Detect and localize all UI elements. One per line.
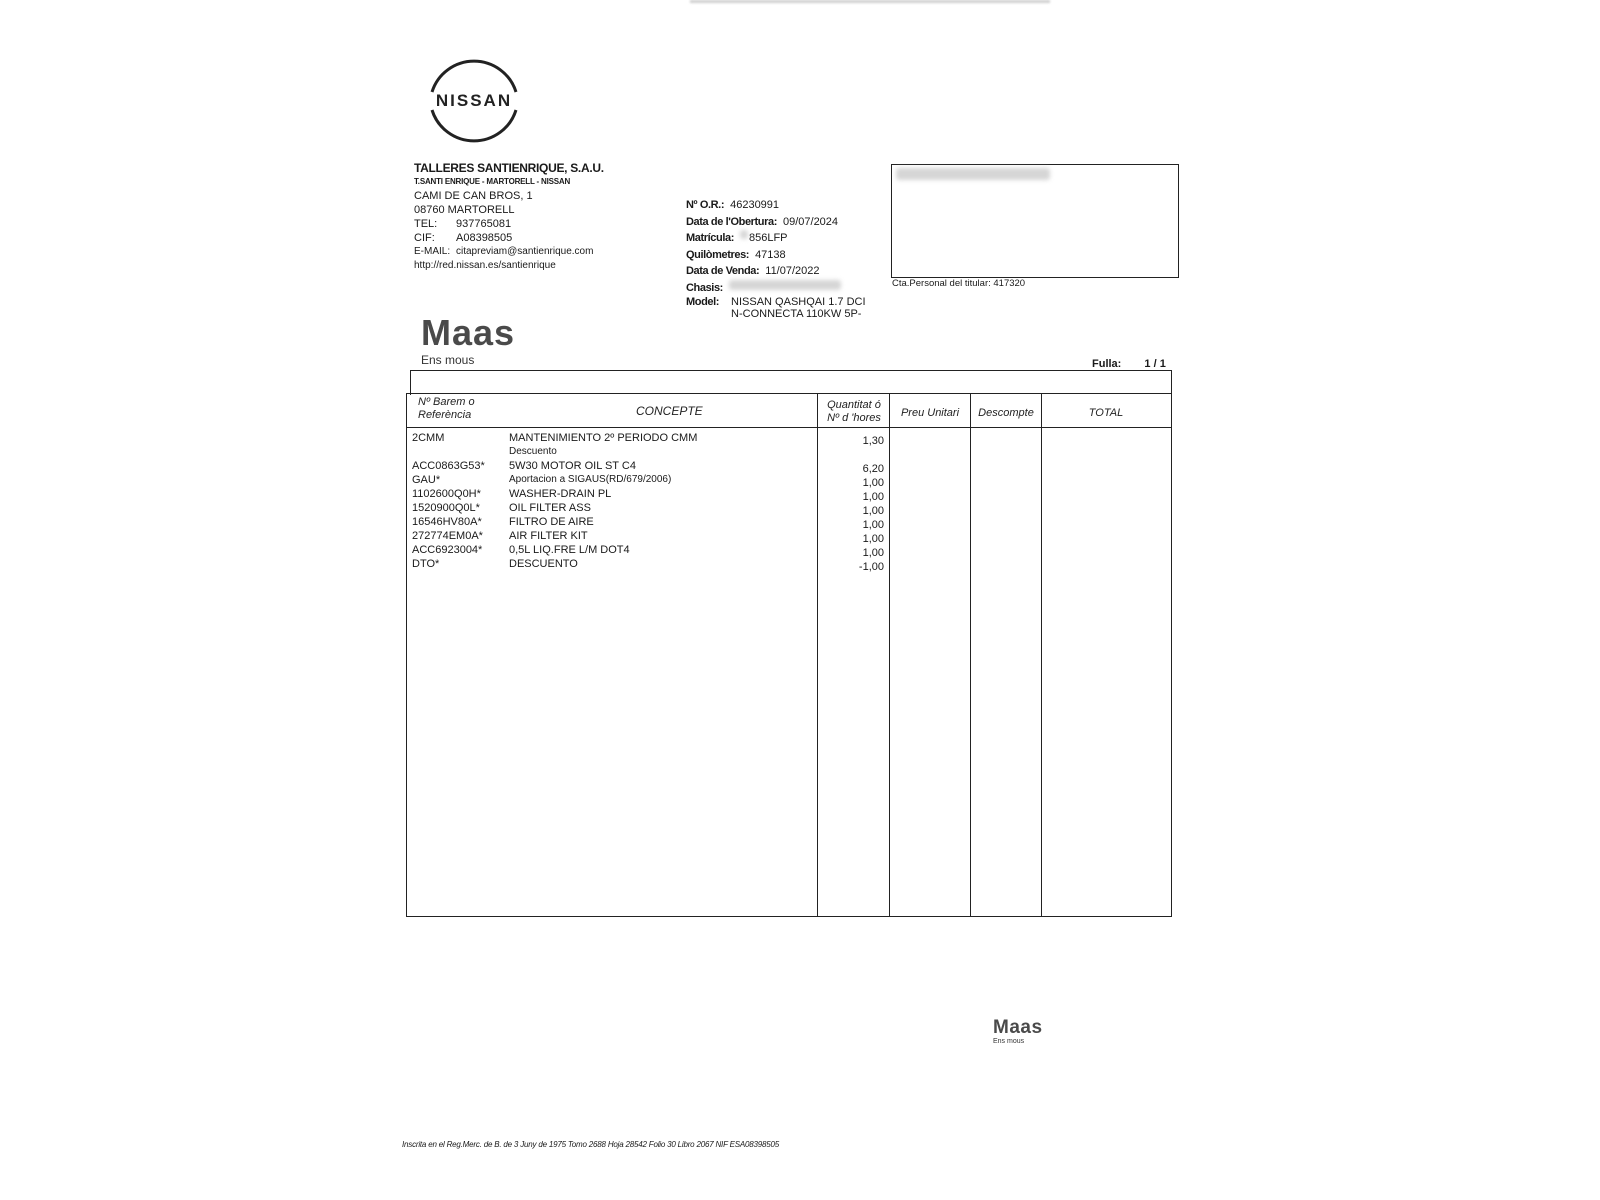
- col-divider-price: [889, 393, 890, 916]
- maas-word: Maas: [421, 312, 516, 353]
- row-qty: 1,00: [862, 505, 884, 517]
- client-account: [892, 278, 1025, 289]
- row-ref: 16546HV80A*: [412, 516, 482, 528]
- company-name: TALLERES SANTIENRIQUE, S.A.U.: [414, 161, 604, 175]
- opened-value: 09/07/2024: [782, 215, 839, 228]
- col-divider-discount: [970, 393, 971, 916]
- row-ref: ACC6923004*: [412, 544, 483, 556]
- account-value: 417320: [993, 278, 1026, 289]
- nissan-logo-text: NISSAN: [435, 91, 513, 110]
- row-ref: 1102600Q0H*: [412, 488, 481, 500]
- web-value: http://red.nissan.es/santienrique: [414, 260, 556, 271]
- tel-value: 937765081: [456, 218, 512, 230]
- company-address1: CAMI DE CAN BROS, 1: [414, 190, 533, 202]
- row-concept: 0,5L LIQ.FRE L/M DOT4: [509, 544, 630, 556]
- scan-artifact: [690, 0, 1050, 3]
- row-ref: GAU*: [412, 474, 441, 486]
- company-address2: 08760 MARTORELL: [414, 204, 515, 216]
- header-ref-line1: Nº Barem o: [418, 396, 475, 408]
- header-qty: [818, 399, 890, 425]
- maas-word-small: Maas: [993, 1017, 1043, 1038]
- header-unit-price: Preu Unitari: [900, 407, 960, 419]
- company-info: [414, 161, 604, 273]
- row-concept: WASHER-DRAIN PL: [509, 488, 612, 500]
- email-value: citapreviam@santienrique.com: [456, 246, 594, 257]
- row-qty: 1,00: [862, 547, 884, 559]
- km-label: Quilòmetres:: [686, 248, 750, 261]
- opened-label: Data de l'Obertura:: [686, 215, 777, 228]
- sale-value: 11/07/2022: [765, 265, 820, 277]
- or-label: Nº O.R.:: [686, 199, 725, 211]
- row-qty: 1,00: [862, 533, 884, 545]
- row-concept: Descuento: [509, 446, 557, 457]
- client-box: [891, 164, 1179, 278]
- plate-label: Matrícula:: [686, 232, 734, 244]
- km-value: 47138: [755, 248, 786, 261]
- table-top-band: [410, 370, 1172, 395]
- col-divider-total: [1041, 393, 1042, 916]
- maas-tagline: Ens mous: [421, 353, 475, 367]
- header-concept: CONCEPTE: [636, 404, 703, 418]
- row-qty: -1,00: [858, 561, 884, 573]
- nissan-logo: [418, 56, 530, 146]
- row-qty: 1,00: [862, 519, 884, 531]
- header-ref: [418, 396, 475, 422]
- header-divider: [406, 427, 1172, 428]
- maas-logo: [421, 312, 516, 367]
- row-qty: 1,00: [862, 491, 884, 503]
- model-line2: N-CONNECTA 110KW 5P-: [731, 308, 862, 320]
- plate-value: 856LFP: [748, 232, 788, 244]
- tel-label: TEL:: [414, 218, 438, 230]
- plate-redaction: [740, 230, 748, 239]
- header-ref-line2: Referència: [418, 409, 472, 421]
- row-qty: 1,30: [862, 435, 884, 447]
- maas-logo-small: [993, 1018, 1043, 1045]
- or-value: 46230991: [730, 199, 780, 211]
- cif-value: A08398505: [456, 232, 513, 244]
- model-line1: NISSAN QASHQAI 1.7 DCI: [731, 296, 866, 308]
- row-qty: 1,00: [862, 477, 884, 489]
- account-label: Cta.Personal del titular:: [892, 278, 991, 289]
- row-concept: Aportacion a SIGAUS(RD/679/2006): [509, 474, 672, 485]
- sheet-value: 1 / 1: [1144, 358, 1166, 370]
- header-qty-line2: Nº d 'hores: [827, 412, 881, 424]
- email-label: E-MAIL:: [414, 246, 451, 257]
- col-divider-qty: [817, 393, 818, 916]
- row-concept: AIR FILTER KIT: [509, 530, 588, 542]
- registry-footer: Inscrita en el Reg.Merc. de B. de 3 Juny de 1975 Tomo 2688 Hoja 28542 Folio 30 Libro 2067 NIF ESA08398505: [402, 1140, 780, 1149]
- order-info: [686, 197, 866, 320]
- row-ref: 272774EM0A*: [412, 530, 483, 542]
- company-subtitle: T.SANTI ENRIQUE - MARTORELL - NISSAN: [414, 177, 571, 186]
- row-qty: 6,20: [862, 463, 884, 475]
- model-label: Model:: [686, 296, 720, 308]
- sheet-label: Fulla:: [1092, 358, 1122, 370]
- row-concept: DESCUENTO: [509, 558, 578, 570]
- client-redaction: [896, 168, 1050, 180]
- row-ref: 1520900Q0L*: [412, 502, 480, 514]
- row-ref: 2CMM: [412, 432, 445, 444]
- header-total: TOTAL: [1088, 407, 1124, 419]
- cif-label: CIF:: [414, 232, 435, 244]
- row-concept: OIL FILTER ASS: [509, 502, 591, 514]
- maas-tagline-small: Ens mous: [993, 1038, 1025, 1045]
- row-concept: FILTRO DE AIRE: [509, 516, 594, 528]
- row-ref: ACC0863G53*: [412, 460, 485, 472]
- chassis-label: Chasis:: [686, 281, 723, 294]
- chassis-redaction: [729, 280, 841, 290]
- sale-label: Data de Venda:: [686, 265, 760, 277]
- header-qty-line1: Quantitat ó: [827, 399, 881, 411]
- row-ref: DTO*: [412, 558, 440, 570]
- sheet-number: [1092, 358, 1166, 370]
- header-discount: Descompte: [978, 407, 1034, 419]
- row-concept: 5W30 MOTOR OIL ST C4: [509, 460, 636, 472]
- row-concept: MANTENIMIENTO 2º PERIODO CMM: [509, 432, 698, 444]
